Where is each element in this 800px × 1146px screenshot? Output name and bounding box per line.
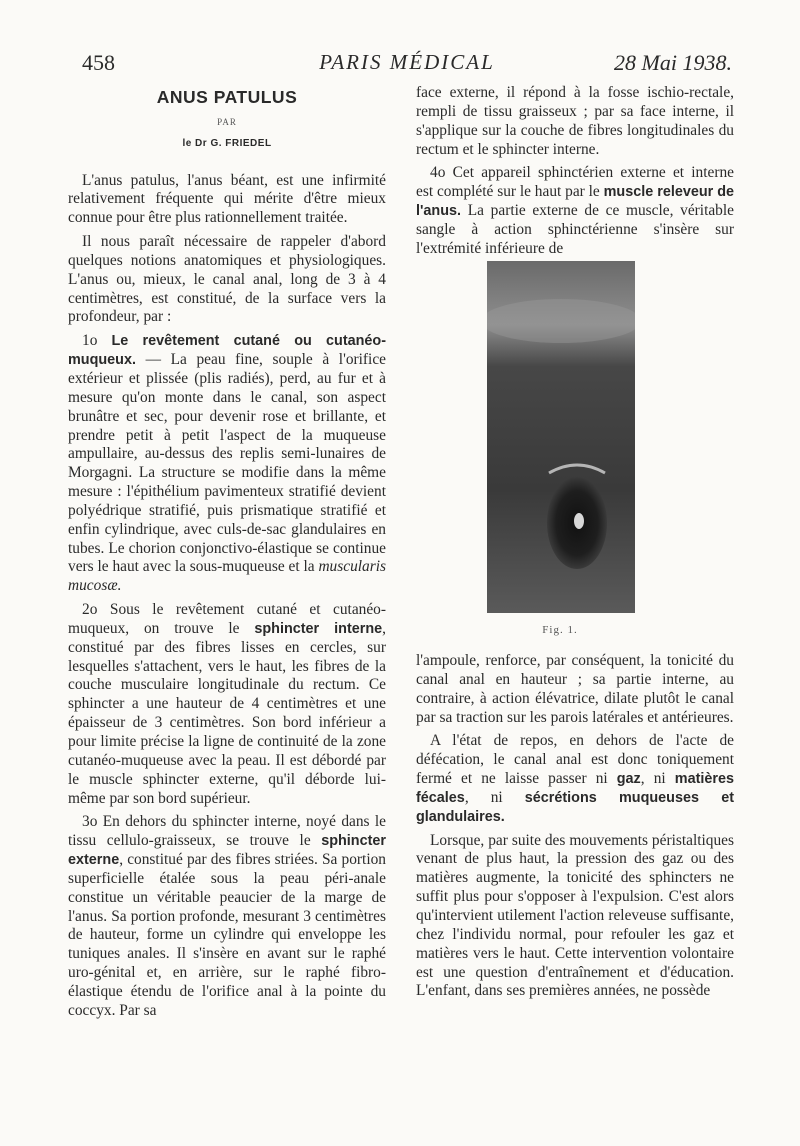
paragraph-text: , ni <box>640 770 675 788</box>
paragraph-peristaltique: Lorsque, par suite des mouvements péristaltiques venant de plus haut, la pression des gaz ou des matières augmente, la tonicité des sphincters ne suffit plus pour s'opposer à l'expulsion. C'est alors qu'intervient utilement l'action releveuse suffisante, chez l'individu normal, pour refouler les gaz et matières vers le haut. Cette intervention volontaire est une question d'entraînement et d'éducation. L'enfant, dans ses premières années, ne possède <box>416 831 734 1000</box>
right-column-bottom <box>416 652 734 1006</box>
paragraph-text: , constitué par des fibres striées. Sa portion superficielle étalée sous la peau péri-anale constitue un véritable peaucier de la marge de l'anus. Sa portion profonde, mesurant 3 centimètres de hauteur, forme un cylindre qui enveloppe les tuniques anales. Il s'insère en avant sur le raphé uro-génital et, en arrière, sur le raphé fibro-élastique étendu de l'orifice anal à la pointe du coccyx. Par sa <box>68 851 386 1019</box>
page-header <box>82 46 732 80</box>
term-secretions: sécrétions muqueuses et glandulaires. <box>416 789 734 825</box>
term-revetement: Le revêtement cutané ou cutanéo-muqueux. <box>68 333 386 369</box>
left-column <box>68 84 386 1026</box>
paragraph-continued: face externe, il répond à la fosse ischio-rectale, rempli de tissu graisseux ; par sa face interne, il s'applique sur la couche de fibres longitudinales du rectum et le sphincter interne. <box>416 84 734 158</box>
figure-caption: Fig. 1. <box>542 624 578 636</box>
right-column-top <box>416 84 734 264</box>
term-sphincter-interne: sphincter interne <box>254 620 383 637</box>
term-gaz: gaz <box>616 771 641 788</box>
issue-date: 28 Mai 1938. <box>614 50 732 75</box>
paragraph-revetement <box>68 332 386 596</box>
term-sphincter-externe: sphincter externe <box>68 833 386 869</box>
article-title: ANUS PATULUS <box>156 87 298 107</box>
paragraph-repos <box>416 732 734 826</box>
item-number: 1o <box>82 332 98 350</box>
paragraph-sphincter-interne <box>68 601 386 808</box>
term-matieres: matières fécales <box>416 771 734 806</box>
paragraph-text: 2o Sous le revêtement cutané et cutanéo-muqueux, on trouve le <box>68 601 386 637</box>
journal-title: PARIS MÉDICAL <box>319 50 495 74</box>
term-releveur: muscle releveur de l'anus. <box>416 184 735 220</box>
paragraph-sphincter-externe <box>68 813 386 1020</box>
paragraph-anatomy: Il nous paraît nécessaire de rappeler d'abord quelques notions anatomiques et physiologiques. L'anus ou, mieux, le canal anal, long de 3 à 4 centimètres, est constitué, de la surface vers la profondeur, par : <box>68 233 386 326</box>
paragraph-text: — La peau fine, souple à l'orifice extérieur et plissée (plis radiés), perd, au fur et à mesure qu'on monte dans le canal, son aspect brunâtre et sec, pour devenir rose et brillante, et prendre petit à petit l'aspect de la muqueuse ampullaire, au-dessus des replis semi-lunaires de Morgagni. La structure se modifie dans la même mesure : l'épithélium pavimenteux stratifié devient polyédrique stratifié, puis prismatique stratifié et enfin cylindrique, avec culs-de-sac glandulaires en tubes. Le chorion conjonctivo-élastique se continue vers le haut avec la sous-muqueuse et la <box>68 351 386 576</box>
endoscopic-photo <box>487 261 635 613</box>
term-muscularis: muscularis mucosæ. <box>68 558 386 595</box>
paragraph-text: 3o En dehors du sphincter interne, noyé dans le tissu cellulo-graisseux, se trouve le <box>68 813 386 850</box>
paragraph-intro: L'anus patulus, l'anus béant, est une infirmité relativement fréquente qui mérite d'être mieux connue pour être plus rationnellement traitée. <box>68 171 386 227</box>
paragraph-ampoule: l'ampoule, renforce, par conséquent, la tonicité du canal anal en hauteur ; sa partie interne, au contraire, à action élévatrice, dilate plutôt le canal par sa traction sur les parois latérales et antérieures. <box>416 652 734 726</box>
paragraph-releveur <box>416 164 734 258</box>
paragraph-text: La partie externe de ce muscle, véritable sangle à action sphinctérienne s'insère sur l'extrémité inférieure de <box>416 202 734 257</box>
article-by: PAR <box>217 116 237 127</box>
paragraph-text: , constitué par des fibres lisses en cercles, sur lesquelles s'attachent, vers le haut, les fibres de la couche musculaire longitudinale du rectum. Ce sphincter a une hauteur de 4 centimètres et une épaisseur de 3 centimètres. Son bord inférieur a pour limite précise la ligne de continuité de la zone cutanéo-muqueuse avec la peau. Il est débordé par le muscle sphincter externe, qu'il déborde lui-même par son bord supérieur. <box>68 619 386 807</box>
paragraph-text: 4o Cet appareil sphinctérien externe et interne est complété sur le haut par le <box>416 164 734 201</box>
figure-photo <box>487 261 635 613</box>
page-number: 458 <box>82 50 115 75</box>
paragraph-text: A l'état de repos, en dehors de l'acte de défécation, le canal anal est donc toniquement fermé et ne laisse passer ni <box>416 732 734 788</box>
paragraph-text: , ni <box>464 788 525 806</box>
article-author: le Dr G. FRIEDEL <box>182 137 272 149</box>
